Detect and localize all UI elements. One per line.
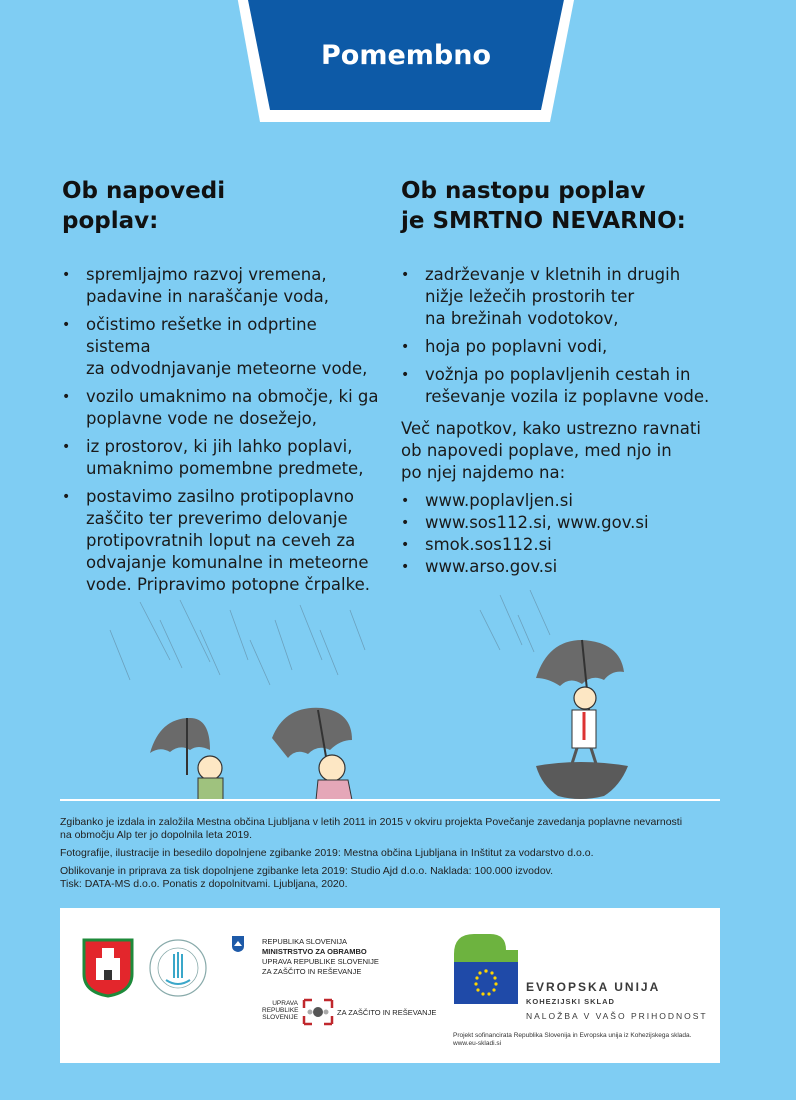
ljubljana-coat-of-arms-icon: [82, 938, 134, 998]
eu-slogan: NALOŽBA V VAŠO PRIHODNOST: [526, 1011, 708, 1021]
umbrella-icon: [536, 640, 624, 686]
danger-heading: Ob nastopu poplav je SMRTNO NEVARNO:: [401, 178, 686, 234]
umbrella-icon: [272, 708, 352, 758]
list-item: • zadrževanje v kletnih in drugih nižje ležečih prostorih ter na brežinah vodotokov,: [401, 264, 731, 330]
links-list: [401, 490, 731, 578]
divider: [60, 799, 720, 801]
urszr-right-text: ZA ZAŠČITO IN REŠEVANJE: [337, 1008, 437, 1017]
list-item: • spremljajmo razvoj vremena, padavine in naraščanje voda,: [62, 264, 380, 308]
list-item: • iz prostorov, ki jih lahko poplavi, umaknimo pomembne predmete,: [62, 436, 380, 480]
list-item: • postavimo zasilno protipoplavno zaščito ter preverimo delovanje protipovratnih loput na ceveh za odvajanje komunalne in meteorne vode. Pripravimo potopne črpalke.: [62, 486, 380, 596]
credits-line: Oblikovanje in priprava za tisk dopolnjene zgibanke leta 2019: Studio Ajd d.o.o. Naklada: 100.000 izvodov. Tisk: DATA-MS d.o.o. Ponatis z dopolnitvami. Ljubljana, 2020.: [60, 865, 554, 890]
eu-note: Projekt sofinancirata Republika Slovenija in Evropska unija iz Kohezijskega sklada. www.eu-skladi.si: [453, 1032, 692, 1047]
eu-fund: KOHEZIJSKI SKLAD: [526, 997, 615, 1006]
institute-seal-icon: [148, 938, 208, 998]
danger-column: [401, 176, 731, 578]
list-item: • očistimo rešetke in odprtine sistema za odvodnjavanje meteorne vode,: [62, 314, 380, 380]
eu-flag-icon: [450, 930, 522, 1004]
list-item: • hoja po poplavni vodi,: [401, 336, 731, 358]
credits: [60, 816, 725, 896]
rain-illustration: [60, 590, 720, 805]
link-item[interactable]: • www.arso.gov.si: [401, 556, 731, 578]
link-item[interactable]: • www.poplavljen.si: [401, 490, 731, 512]
list-item: • vozilo umaknimo na območje, ki ga poplavne vode ne dosežejo,: [62, 386, 380, 430]
ministry-text: REPUBLIKA SLOVENIJA MINISTRSTVO ZA OBRAMBO UPRAVA REPUBLIKE SLOVENIJE ZA ZAŠČITO IN REŠEVANJE: [262, 937, 379, 976]
page-title: Pomembno: [320, 40, 491, 71]
umbrella-icon: [150, 718, 210, 753]
slovenia-coat-icon: [232, 936, 244, 952]
forecast-heading: Ob napovedi poplav:: [62, 178, 226, 234]
credits-line: Zgibanko je izdala in založila Mestna občina Ljubljana v letih 2011 in 2015 v okviru projekta Povečanje zavedanja poplavne nevarnosti na območju Alp ter jo dopolnila leta 2019.: [60, 816, 683, 841]
forecast-column: [62, 176, 380, 602]
info-text: Več napotkov, kako ustrezno ravnati ob napovedi poplave, med njo in po njej najdemo na:: [401, 419, 701, 482]
link-item[interactable]: • smok.sos112.si: [401, 534, 731, 556]
forecast-list: [62, 264, 380, 596]
urszr-text: UPRAVA REPUBLIKE SLOVENIJE: [262, 1000, 299, 1021]
link-item[interactable]: • www.sos112.si, www.gov.si: [401, 512, 731, 534]
credits-line: Fotografije, ilustracije in besedilo dopolnjene zgibanke 2019: Mestna občina Ljubljana in Inštitut za vodarstvo d.o.o.: [60, 847, 594, 859]
eu-title: EVROPSKA UNIJA: [526, 980, 661, 994]
urszr-logo-icon: [302, 998, 334, 1026]
sponsor-logos: [60, 908, 720, 1063]
list-item: • vožnja po poplavljenih cestah in reševanje vozila iz poplavne vode.: [401, 364, 731, 408]
danger-list: [401, 264, 731, 408]
